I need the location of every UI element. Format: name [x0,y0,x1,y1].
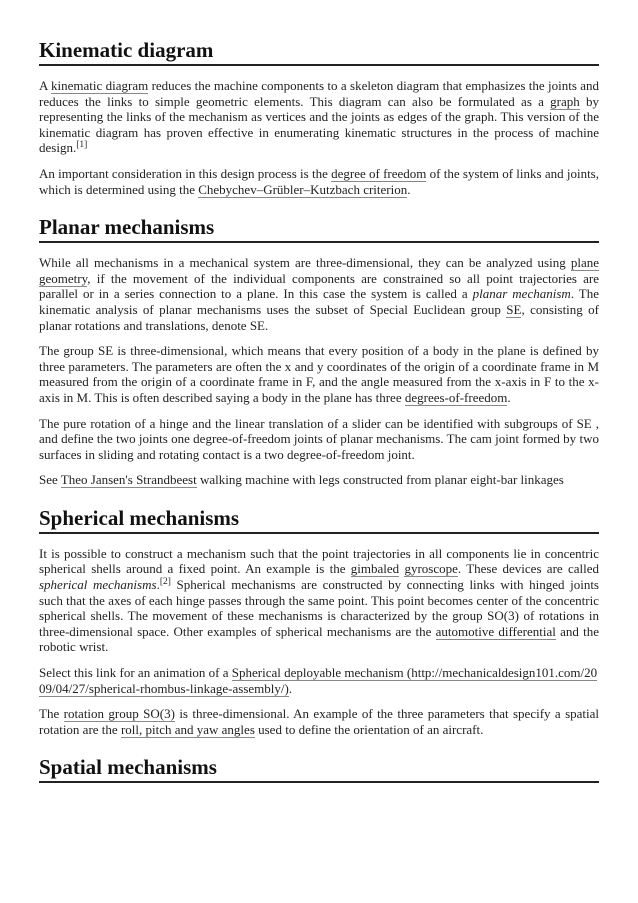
paragraph-spherical-3 [39,706,599,737]
paragraph-spherical-2 [39,665,599,696]
text: The group SE is three-dimensional, which means that every position of a body in the plane is defined by three parameters. The parameters are often the x and y coordinates of the origin of a coordinate frame in M measured from the origin of a coordinate frame in F, and the angle measured from the x-axis in F to the x-axis in M. This is often described saying a body in the plane has three [39,343,599,405]
text: of the system of links and joints, which is determined using the [39,165,599,197]
link-se[interactable]: SE [506,301,522,317]
text: Spherical mechanisms are constructed by connecting links with hinged joints such that the axes of each hinge passes through the same point. This point becomes center of the concentric spherical shells. The movement of these mechanisms is characterized by the group SO(3) of rotations in three-dimensional space. Other examples of spherical mechanisms are the [39,577,599,639]
paragraph-kinematic-1 [39,78,599,156]
text: While all mechanisms in a mechanical system are three-dimensional, they can be analyzed using [39,255,571,271]
heading-kinematic-diagram: Kinematic diagram [39,38,599,66]
paragraph-spherical-1 [39,546,599,655]
citation-1[interactable]: [1] [76,140,88,151]
link-strandbeest[interactable]: Theo Jansen's Strandbeest [60,472,197,488]
text: Select this link for an animation of a [39,665,232,681]
text: walking machine with legs constructed from planar eight-bar linkages [196,472,564,488]
emphasis-spherical-mechanisms: spherical mechanisms [39,577,157,593]
text: and the robotic wrist. [39,623,600,655]
text: by representing the links of the mechanism as vertices and the joints as edges of the graph. This version of the kinematic diagram has proven effective in enumerating kinematic structures in the process of machine design. [39,93,600,156]
link-kinematic-diagram[interactable]: kinematic diagram [51,78,149,93]
text: An important consideration in this design process is the [39,165,332,181]
link-plane-geometry[interactable]: plane geometry [39,255,599,286]
link-degrees-of-freedom[interactable]: degrees-of-freedom [404,389,508,405]
text: is three-dimensional. An example of the three parameters that specify a spatial rotation are the [39,706,600,737]
text: See [39,472,61,488]
paragraph-planar-2 [39,343,599,405]
link-spherical-deployable-mechanism[interactable]: Spherical deployable mechanism (http://mechanicaldesign101.com/2009/04/27/spherical-rhombus-linkage-assembly/) [39,665,598,696]
link-degree-of-freedom[interactable]: degree of freedom [331,165,427,181]
heading-planar-mechanisms: Planar mechanisms [39,215,599,243]
link-gimbaled[interactable]: gimbaled [350,561,400,577]
link-gyroscope[interactable]: gyroscope [404,561,458,577]
link-automotive-differential[interactable]: automotive differential [435,623,556,639]
paragraph-planar-1 [39,255,599,333]
text: A [39,78,52,93]
text: , consisting of planar rotations and translations, denote SE. [39,301,599,333]
paragraph-planar-3: The pure rotation of a hinge and the linear translation of a slider can be identified with subgroups of SE , and define the two joints one degree-of-freedom joints of planar mechanisms. The cam joint formed by two surfaces in sliding and rotating contact is a two degree-of-freedom joint. [39,415,599,462]
link-roll-pitch-yaw[interactable]: roll, pitch and yaw angles [120,721,255,737]
text: The [39,706,64,722]
text: . The kinematic analysis of planar mechanisms uses the subset of Special Euclidean group [39,286,599,317]
citation-2[interactable]: [2] [159,577,171,588]
text: . [507,389,511,405]
text: . [156,577,160,593]
paragraph-kinematic-2 [39,166,599,197]
emphasis-planar-mechanism: planar mechanism [472,286,571,302]
text: used to define the orientation of an aircraft. [254,721,484,737]
text: . [288,680,293,696]
heading-spatial-mechanisms: Spatial mechanisms [39,755,599,783]
text: reduces the machine components to a skeleton diagram that emphasizes the joints and reduces the links to simple geometric elements. This diagram can also be formulated as a [39,78,599,109]
text: . These devices are called [457,561,599,577]
heading-spherical-mechanisms: Spherical mechanisms [39,506,599,534]
text: . [407,181,411,197]
text: It is possible to construct a mechanism such that the point trajectories in all components lie in concentric spherical shells around a fixed point. An example is the [39,545,599,577]
link-cgk-criterion[interactable]: Chebychev–Grübler–Kutzbach criterion [198,181,408,197]
text: , if the movement of the individual components are constrained so all point trajectories are parallel or in a series connection to a plane. In this case the system is called a [39,270,599,302]
link-graph[interactable]: graph [550,93,580,109]
link-rotation-group-so3[interactable]: rotation group SO(3) [63,706,175,722]
paragraph-planar-4 [39,472,599,488]
